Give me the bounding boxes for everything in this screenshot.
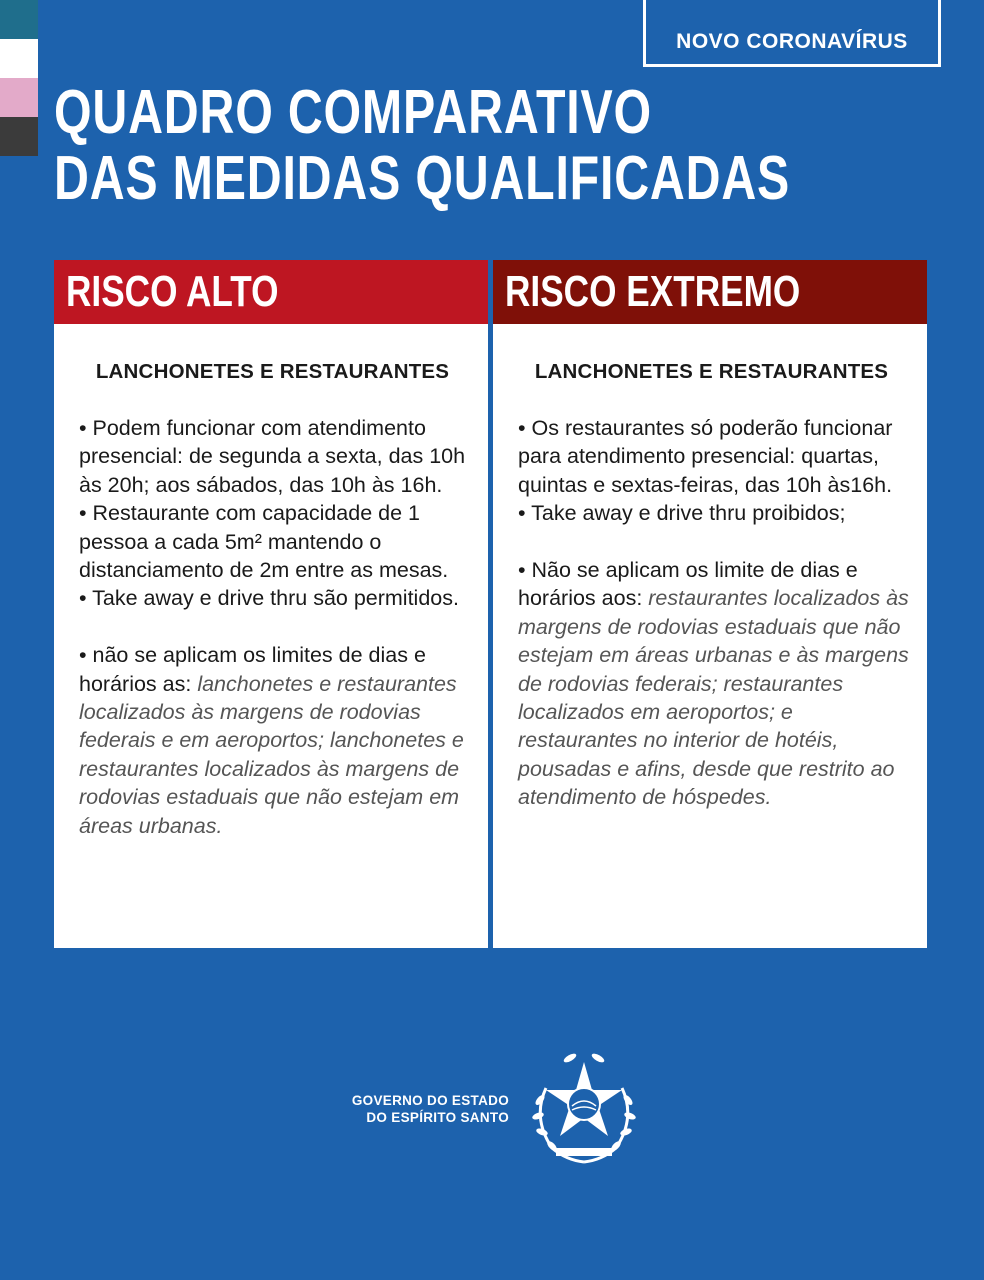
risk-extreme-header-label: RISCO EXTREMO: [505, 267, 801, 316]
risk-high-paragraph-4-exceptions: lanchonetes e restaurantes localizados às margens de rodovias federais e em aeroportos; lanchonetes e restaurantes localizados às margens de rodovias estaduais que não estejam em áreas urbanas.: [79, 671, 464, 838]
risk-high-body: [54, 324, 488, 840]
page-title-line1: QUADRO COMPARATIVO: [54, 78, 652, 147]
stripe-pink: [0, 78, 38, 117]
color-stripes: [0, 0, 38, 156]
risk-high-header: [54, 260, 488, 324]
risk-high-column: [54, 260, 488, 948]
government-name: [300, 1092, 509, 1126]
risk-high-paragraph-2: • Restaurante com capacidade de 1 pessoa a cada 5m² mantendo o distanciamento de 2m entre as mesas.: [79, 501, 449, 583]
page-title-line2: DAS MEDIDAS QUALIFICADAS: [54, 144, 791, 213]
risk-extreme-paragraph-1: • Os restaurantes só poderão funcionar para atendimento presencial: quartas, quintas e sextas-feiras, das 10h às16h.: [518, 416, 893, 497]
risk-extreme-body: [493, 324, 927, 812]
risk-high-header-label: RISCO ALTO: [66, 267, 279, 316]
state-coat-of-arms-icon: [526, 1048, 642, 1166]
risk-high-paragraph-4-text: • não se aplicam os limites de dias e horários as:: [79, 643, 426, 696]
risk-high-paragraph-1: • Podem funcionar com atendimento presencial: de segunda a sexta, das 10h às 20h; aos sábados, das 10h às 16h.: [79, 416, 466, 497]
risk-extreme-subtitle: LANCHONETES E RESTAURANTES: [534, 360, 889, 383]
government-name-line1: GOVERNO DO ESTADO: [351, 1093, 509, 1108]
stripe-white: [0, 39, 38, 78]
stripe-teal: [0, 0, 38, 39]
government-name-line2: DO ESPÍRITO SANTO: [366, 1110, 509, 1125]
risk-extreme-paragraph-2: • Take away e drive thru proibidos;: [518, 501, 846, 526]
risk-extreme-paragraph-3-exceptions: restaurantes localizados às margens de rodovias estaduais que não estejam em áreas urbanas e às margens de rodovias federais; restaurantes localizados em aeroportos; e restaurantes no interior de hotéis, pousadas e afins, desde que restrito ao atendimento de hóspedes.: [518, 586, 909, 810]
risk-extreme-column: [493, 260, 927, 948]
risk-high-paragraph-3: • Take away e drive thru são permitidos.: [79, 586, 459, 611]
topic-badge-label: NOVO CORONAVÍRUS: [676, 30, 908, 53]
stripe-dark: [0, 117, 38, 156]
risk-extreme-paragraph-3-text: • Não se aplicam os limite de dias e horários aos:: [518, 558, 858, 611]
risk-extreme-header: [493, 260, 927, 324]
topic-badge: [643, 0, 941, 67]
page-title: [54, 78, 791, 213]
risk-extreme-paragraph-3: [506, 556, 917, 812]
risk-high-subtitle: LANCHONETES E RESTAURANTES: [95, 360, 450, 383]
risk-high-paragraph-4: [67, 641, 478, 840]
